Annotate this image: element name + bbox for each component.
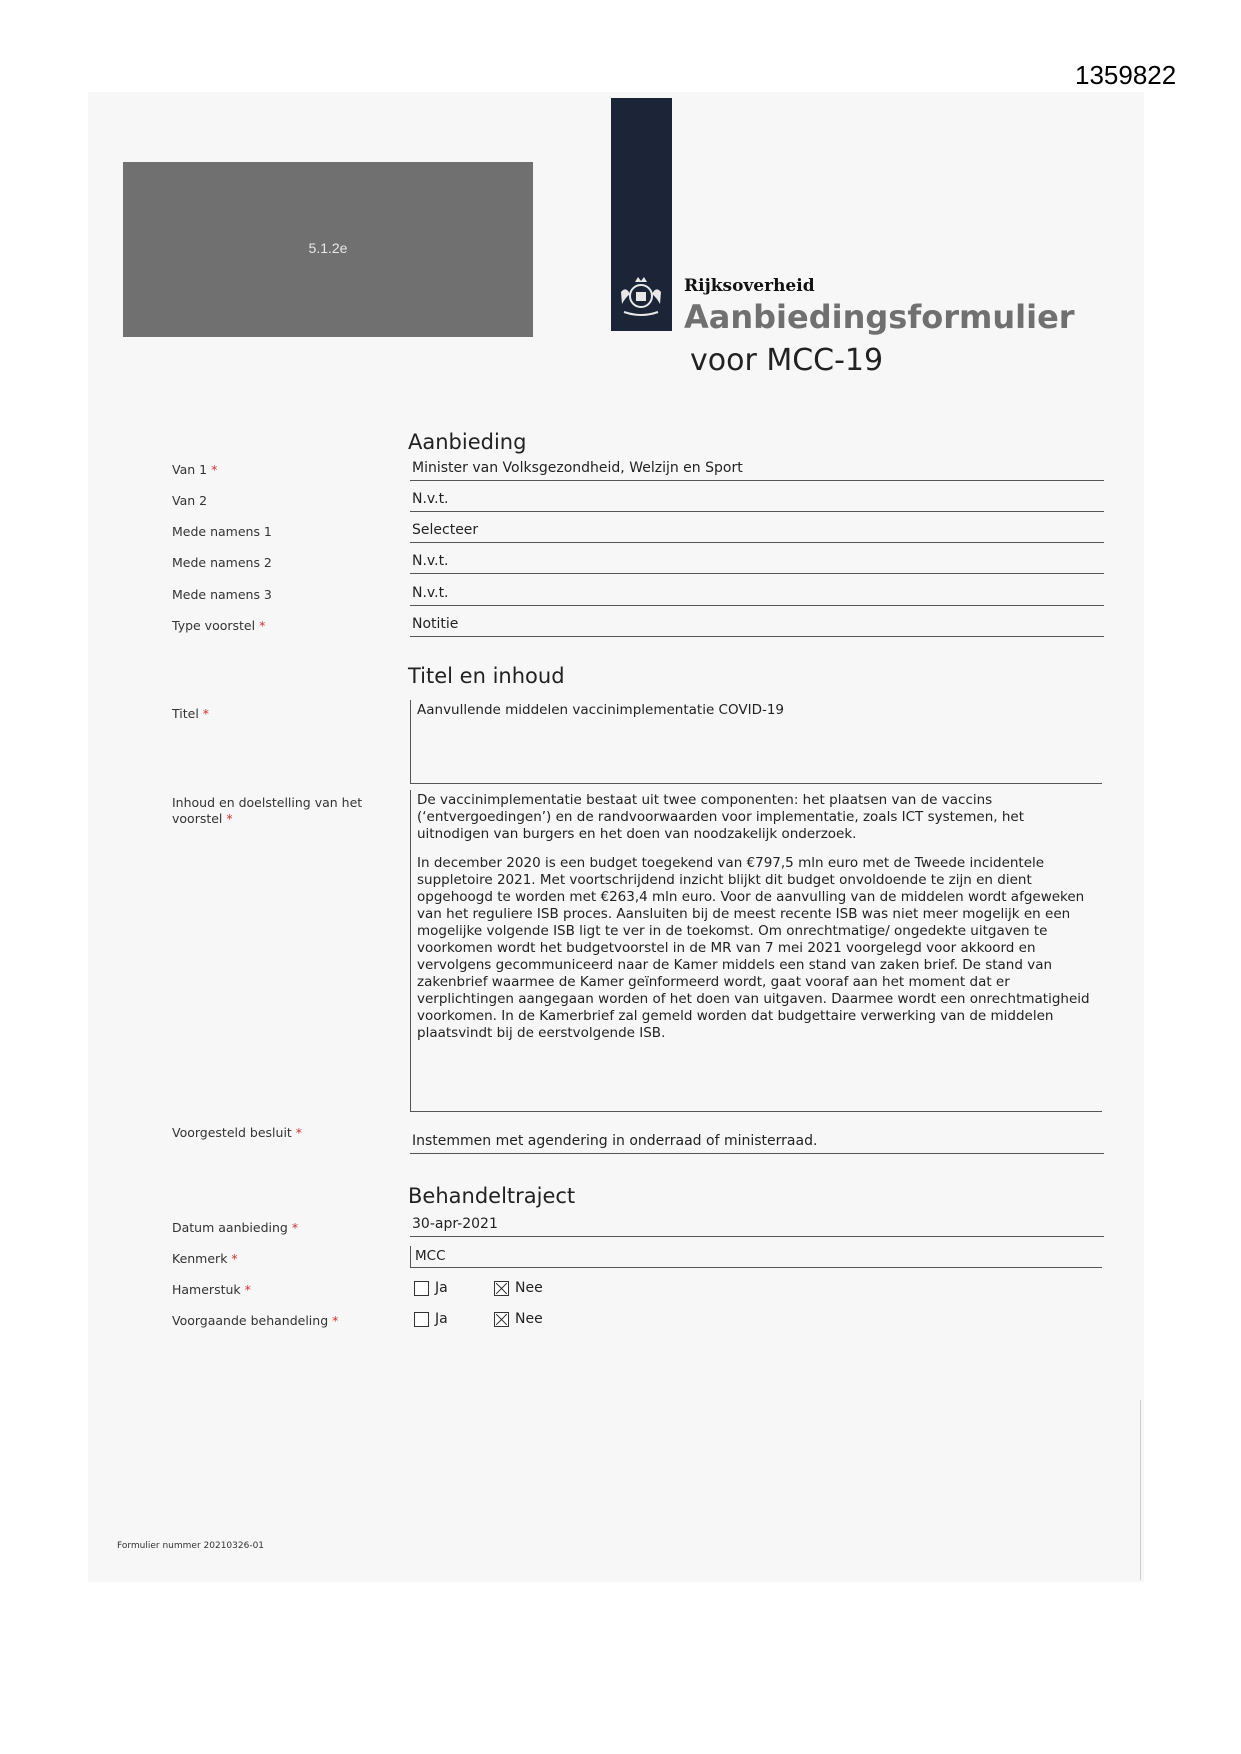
label-datum: Datum aanbieding * [172,1220,299,1235]
required-mark: * [211,462,218,477]
van2-field[interactable]: N.v.t. [410,491,1104,512]
datum-field[interactable]: 30-apr-2021 [410,1216,1104,1237]
section-titel-inhoud: Titel en inhoud [408,664,565,688]
label-besluit: Voorgesteld besluit * [172,1125,303,1140]
hamerstuk-nee[interactable]: Nee [494,1280,543,1296]
label-mede1: Mede namens 1 [172,524,272,539]
label-van2: Van 2 [172,493,208,508]
required-mark: * [202,706,210,721]
document-number: 1359822 [1075,60,1177,90]
section-aanbieding: Aanbieding [408,430,527,454]
required-mark: * [226,811,233,826]
required-mark: * [244,1282,251,1297]
checkbox-checked-icon[interactable] [494,1281,509,1296]
mede1-field[interactable]: Selecteer [410,522,1104,543]
label-titel: Titel * [172,706,210,721]
required-mark: * [259,618,266,633]
titel-field[interactable] [410,700,1102,784]
checkbox-unchecked-icon[interactable] [414,1312,429,1327]
voorgaande-ja[interactable]: Ja [414,1311,448,1327]
label-inhoud: Inhoud en doelstelling van het voorstel * [172,795,363,826]
voorgaande-nee[interactable]: Nee [494,1311,543,1327]
required-mark: * [291,1220,299,1235]
redaction-label: 5.1.2e [308,240,348,256]
label-voorgaande: Voorgaande behandeling * [172,1313,339,1328]
besluit-field[interactable]: Instemmen met agendering in onderraad of ministerraad. [410,1133,1104,1154]
mede3-field[interactable]: N.v.t. [410,585,1104,606]
form-title: Aanbiedingsformulier [684,298,1075,336]
label-kenmerk: Kenmerk * [172,1251,238,1266]
kenmerk-value: MCC [415,1248,446,1264]
scan-edge [1140,1400,1141,1580]
label-mede3: Mede namens 3 [172,587,272,602]
required-mark: * [231,1251,238,1266]
label-type: Type voorstel * [172,618,266,633]
section-behandeltraject: Behandeltraject [408,1184,576,1208]
titel-value: Aanvullende middelen vaccinimplementatie COVID-19 [417,702,785,718]
redaction-block [123,162,533,337]
required-mark: * [332,1313,339,1328]
required-mark: * [295,1125,303,1140]
inhoud-paragraph-2: In december 2020 is een budget toegekend van €797,5 mln euro met de Tweede incidentele suppletoire 2021. Met voortschrijdend inzicht blijkt dit budget onvoldoende te zijn en dient opgehoogd te worden met €263,4 mln euro. Voor de aanvulling van de middelen wordt afgeweken van het reguliere ISB proces. Aansluiten bij de meest recente ISB was niet meer mogelijk en een mogelijke volgende ISB ligt te ver in de toekomst. Om onrechtmatige/ ongedekte uitgaven te voorkomen wordt het budgetvoorstel in de MR van 7 mei 2021 voorgelegd voor akkoord en vervolgens gecommuniceerd naar de Kamer middels een stand van zaken brief. De stand van zakenbrief waarmee de Kamer geïnformeerd wordt, gaat vooraf aan het moment dat er verplichtingen aangegaan worden of het doen van uitgaven. Daarmee wordt een onrechtmatigheid voorkomen. In de Kamerbrief zal gemeld worden dat budgettaire verwerking van de middelen plaatsvindt bij de eerstvolgende ISB. [417,855,1090,1041]
hamerstuk-ja[interactable]: Ja [414,1280,448,1296]
van1-field[interactable]: Minister van Volksgezondheid, Welzijn en Sport [410,460,1104,481]
mede2-field[interactable]: N.v.t. [410,553,1104,574]
brand-name: Rijksoverheid [684,276,815,296]
label-van1: Van 1 * [172,462,218,477]
kenmerk-field[interactable] [410,1246,1102,1268]
form-subtitle: voor MCC-19 [690,343,884,378]
label-hamerstuk: Hamerstuk * [172,1282,251,1297]
type-field[interactable]: Notitie [410,616,1104,637]
crest-icon [616,270,666,320]
inhoud-field[interactable] [410,790,1102,1112]
checkbox-checked-icon[interactable] [494,1312,509,1327]
inhoud-paragraph-1: De vaccinimplementatie bestaat uit twee componenten: het plaatsen van de vaccins (‘entvergoedingen’) en de randvoorwaarden voor implementatie, zoals ICT systemen, het uitnodigen van burgers en het doen van noodzakelijk onderzoek. [417,792,1024,842]
label-mede2: Mede namens 2 [172,555,272,570]
checkbox-unchecked-icon[interactable] [414,1281,429,1296]
form-number: Formulier nummer 20210326-01 [117,1541,265,1551]
